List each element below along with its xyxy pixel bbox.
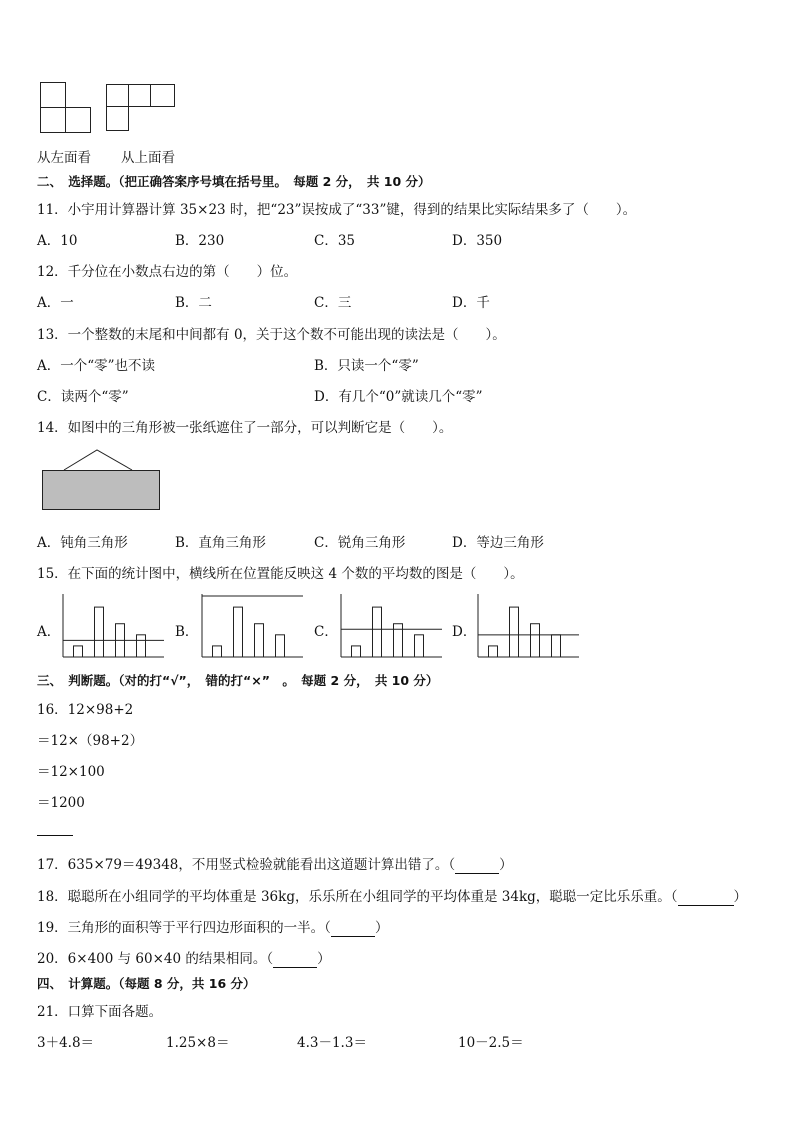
q14-option-d: D．等边三角形 (452, 535, 544, 551)
bar-4 (137, 635, 146, 657)
q11-option-d: D．350 (452, 233, 503, 249)
q12-option-c: C．三 (314, 295, 352, 311)
q16-line-4: ＝1200 (37, 795, 85, 811)
q16-answer-blank[interactable] (37, 835, 73, 836)
question-19: 19．三角形的面积等于平行四边形面积的一半。（ ） (37, 920, 389, 936)
question-20: 20．6×400 与 60×40 的结果相同。（ ） (37, 951, 331, 967)
q13-option-b: B．只读一个“零” (314, 358, 419, 374)
chart-d (477, 594, 579, 660)
q11-option-c: C．35 (314, 233, 356, 249)
question-18: 18．聪聪所在小组同学的平均体重是 36kg，乐乐所在小组同学的平均体重是 34kg，聪聪一定比乐乐重。（ ） (37, 889, 748, 905)
bar-2 (373, 607, 382, 657)
bar-4 (552, 635, 561, 657)
q14-option-c: C．锐角三角形 (314, 535, 406, 551)
q16-line-2: ＝12×（98+2） (37, 733, 144, 749)
q15-option-b: B． (175, 624, 199, 640)
q15-option-d: D． (452, 624, 477, 640)
q11-option-b: B．230 (175, 233, 225, 249)
q15-option-a: A． (37, 624, 61, 640)
question-17: 17．635×79＝49348，不用竖式检验就能看出这道题计算出错了。（ ） (37, 857, 513, 873)
question-13-stem: 13．一个整数的末尾和中间都有 0，关于这个数不可能出现的读法是（ ）。 (37, 327, 506, 343)
chart-b (201, 594, 303, 660)
q18-answer-blank[interactable] (678, 889, 734, 906)
calc-item-3: 4.3－1.3＝ (297, 1035, 367, 1051)
q12-option-b: B．二 (175, 295, 212, 311)
q13-option-c: C．读两个“零” (37, 389, 129, 405)
question-12-stem: 12．千分位在小数点右边的第（ ）位。 (37, 264, 298, 280)
bar-3 (255, 624, 264, 657)
chart-c (340, 594, 442, 660)
q16-line-3: ＝12×100 (37, 764, 105, 780)
question-11-stem: 11．小宇用计算器计算 35×23 时，把“23”误按成了“33”键，得到的结果比实际结果多了（ ）。 (37, 202, 637, 218)
q15-option-c: C． (314, 624, 338, 640)
chart-a (62, 594, 164, 660)
q19-answer-blank[interactable] (331, 920, 375, 937)
question-21-stem: 21．口算下面各题。 (37, 1004, 163, 1020)
bar-1 (352, 646, 361, 657)
question-14-stem: 14．如图中的三角形被一张纸遮住了一部分，可以判断它是（ ）。 (37, 420, 453, 436)
bar-1 (213, 646, 222, 657)
top-view-figure (106, 84, 178, 136)
section2-header: 二、 选择题。（把正确答案序号填在括号里。 每题 2 分， 共 10 分） (37, 174, 431, 189)
question-15-stem: 15．在下面的统计图中，横线所在位置能反映这 4 个数的平均数的图是（ ）。 (37, 566, 524, 582)
bar-2 (510, 607, 519, 657)
top-view-label: 从上面看 (121, 150, 175, 166)
bar-2 (95, 607, 104, 657)
calc-item-2: 1.25×8＝ (166, 1035, 230, 1051)
q16-line-1: 16．12×98+2 (37, 702, 134, 718)
calc-item-4: 10－2.5＝ (458, 1035, 524, 1051)
section3-header: 三、 判断题。（对的打“√”， 错的打“×” 。 每题 2 分， 共 10 分） (37, 673, 439, 688)
q12-option-a: A．一 (37, 295, 74, 311)
bar-3 (394, 624, 403, 657)
bar-1 (489, 646, 498, 657)
section4-header: 四、 计算题。（每题 8 分，共 16 分） (37, 976, 256, 991)
bar-2 (234, 607, 243, 657)
q12-option-d: D．千 (452, 295, 490, 311)
q14-option-b: B．直角三角形 (175, 535, 266, 551)
q11-option-a: A．10 (37, 233, 78, 249)
q17-answer-blank[interactable] (455, 857, 499, 874)
q14-option-a: A．钝角三角形 (37, 535, 128, 551)
calc-item-1: 3＋4.8＝ (37, 1035, 95, 1051)
bar-4 (276, 635, 285, 657)
bar-3 (531, 624, 540, 657)
bar-1 (74, 646, 83, 657)
covered-triangle-figure (40, 448, 164, 514)
q13-option-d: D．有几个“0”就读几个“零” (314, 389, 483, 405)
bar-4 (415, 635, 424, 657)
left-view-figure (40, 82, 100, 134)
q20-answer-blank[interactable] (273, 951, 317, 968)
left-view-label: 从左面看 (37, 150, 91, 166)
q13-option-a: A．一个“零”也不读 (37, 358, 156, 374)
